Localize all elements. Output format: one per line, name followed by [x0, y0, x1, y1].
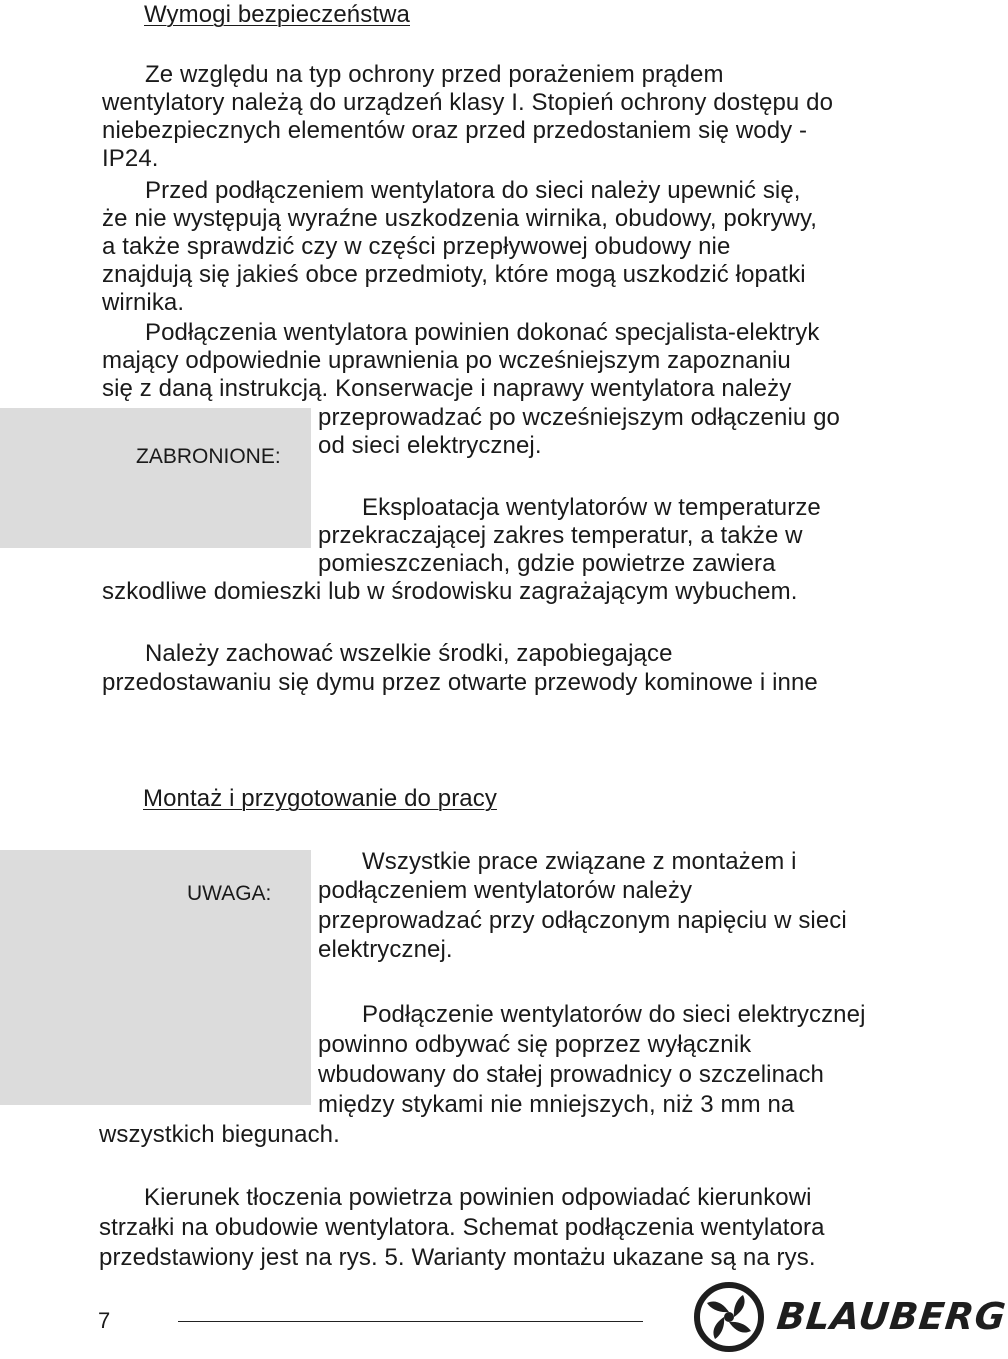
text-line: podłączeniem wentylatorów należy: [318, 877, 693, 904]
blauberg-logo: [693, 1281, 1008, 1353]
text-line: przeprowadzać po wcześniejszym odłączeniu go: [318, 404, 840, 431]
text-line: że nie występują wyraźne uszkodzenia wirnika, obudowy, pokrywy,: [102, 205, 818, 232]
forbidden-side-box: [0, 408, 311, 548]
text-line: przedstawiony jest na rys. 5. Warianty montażu ukazane są na rys.: [99, 1244, 816, 1271]
text-line: wentylatory należą do urządzeń klasy I. Stopień ochrony dostępu do: [102, 89, 834, 116]
text-line: wbudowany do stałej prowadnicy o szczelinach: [318, 1061, 825, 1088]
page-number: 7: [98, 1308, 111, 1333]
text-line: Podłączenia wentylatora powinien dokonać specjalista-elektryk: [145, 319, 820, 346]
text-line: Przed podłączeniem wentylatora do sieci należy upewnić się,: [145, 177, 801, 204]
text-line: mający odpowiednie uprawnienia po wcześniejszym zapoznaniu: [102, 347, 791, 374]
fan-icon: [693, 1281, 765, 1353]
text-line: elektrycznej.: [318, 936, 453, 963]
text-line: niebezpiecznych elementów oraz przed przedostaniem się wody -: [102, 117, 808, 144]
text-line: szkodliwe domieszki lub w środowisku zagrażającym wybuchem.: [102, 578, 798, 605]
forbidden-label: ZABRONIONE:: [136, 445, 281, 468]
text-line: pomieszczeniach, gdzie powietrze zawiera: [318, 550, 776, 577]
text-line: między stykami nie mniejszych, niż 3 mm na: [318, 1091, 795, 1118]
text-line: a także sprawdzić czy w części przepływowej obudowy nie: [102, 233, 731, 260]
warning-label: UWAGA:: [187, 882, 272, 905]
brand-name: BLAUBERG: [774, 1295, 1008, 1338]
text-line: Należy zachować wszelkie środki, zapobiegające: [145, 640, 673, 667]
section-heading-safety: Wymogi bezpieczeństwa: [144, 1, 410, 28]
text-line: przedostawaniu się dymu przez otwarte przewody kominowe i inne: [102, 669, 818, 696]
text-line: przekraczającej zakres temperatur, a także w: [318, 522, 803, 549]
text-line: Ze względu na typ ochrony przed porażeniem prądem: [145, 61, 724, 88]
section-heading-installation: Montaż i przygotowanie do pracy: [143, 785, 497, 812]
text-line: się z daną instrukcją. Konserwacje i naprawy wentylatora należy: [102, 375, 792, 402]
text-line: wirnika.: [102, 289, 185, 316]
text-line: Kierunek tłoczenia powietrza powinien odpowiadać kierunkowi: [144, 1184, 812, 1211]
text-line: powinno odbywać się poprzez wyłącznik: [318, 1031, 752, 1058]
footer-divider: [178, 1321, 643, 1322]
text-line: wszystkich biegunach.: [99, 1121, 340, 1148]
text-line: Podłączenie wentylatorów do sieci elektrycznej: [362, 1001, 866, 1028]
text-line: przeprowadzać przy odłączonym napięciu w sieci: [318, 907, 847, 934]
text-line: strzałki na obudowie wentylatora. Schemat podłączenia wentylatora: [99, 1214, 825, 1241]
text-line: od sieci elektrycznej.: [318, 432, 542, 459]
text-line: znajdują się jakieś obce przedmioty, które mogą uszkodzić łopatki: [102, 261, 806, 288]
text-line: Wszystkie prace związane z montażem i: [362, 848, 797, 875]
text-line: Eksploatacja wentylatorów w temperaturze: [362, 494, 821, 521]
text-line: IP24.: [102, 145, 159, 172]
